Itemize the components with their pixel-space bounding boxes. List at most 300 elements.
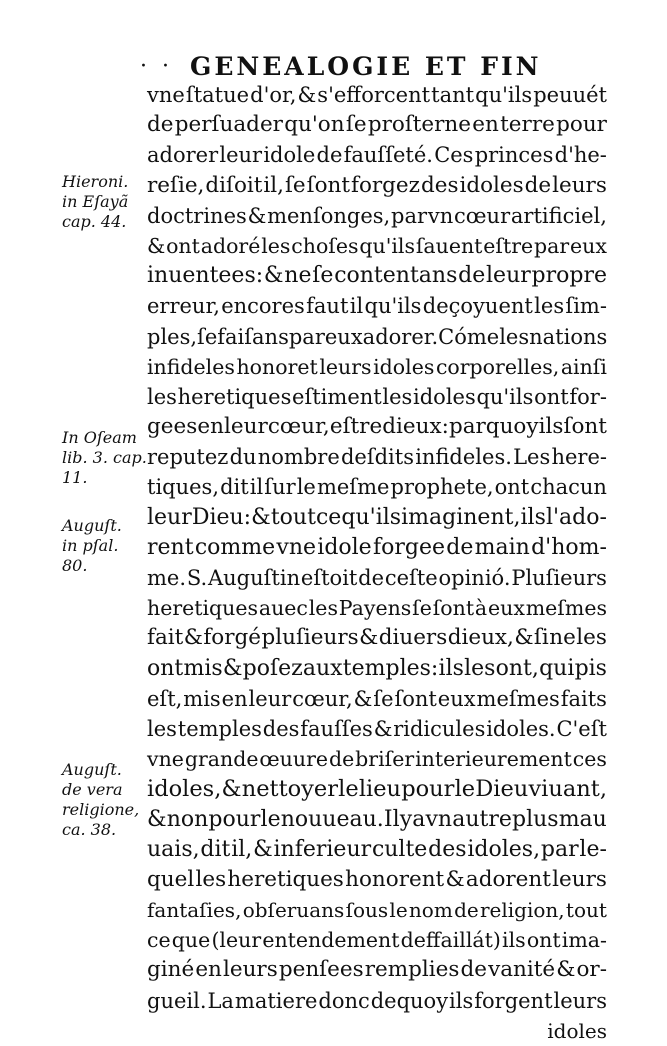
word: ont (534, 384, 569, 409)
word: infideles. (415, 445, 512, 470)
word: de (454, 898, 479, 923)
word: il (249, 475, 264, 500)
text-line (147, 774, 607, 804)
word: il, (263, 172, 284, 198)
word: idoles (373, 354, 435, 379)
word: reputez (147, 445, 229, 470)
word: uais, (147, 836, 200, 862)
word: ils (449, 988, 474, 1013)
word: pour (556, 112, 607, 138)
word: heretiques (147, 596, 259, 621)
word: deçoyuent (422, 294, 533, 319)
margin-note-line: in Eſayã (62, 192, 129, 211)
word: & (247, 203, 267, 228)
text-line (147, 322, 607, 352)
word: vne (147, 747, 184, 772)
word: Il (383, 806, 400, 832)
word: adorent (465, 866, 551, 892)
text-line (147, 986, 607, 1016)
word: rent (147, 534, 194, 560)
word: leur (248, 686, 292, 711)
word: temples: (342, 655, 439, 681)
word: idoles. (486, 716, 556, 741)
word: & (373, 716, 393, 741)
word: qui (539, 655, 575, 681)
word: fantaſies, (147, 898, 242, 923)
word: les (308, 596, 338, 621)
word: heretiques (227, 866, 344, 892)
word: honorent (345, 866, 445, 892)
word: nombre (257, 445, 340, 470)
word: ſauent (415, 233, 483, 258)
word: inferieur (273, 836, 372, 862)
text-line (147, 563, 607, 593)
text-line (147, 231, 607, 261)
word: giné (147, 957, 195, 983)
word: S. (186, 566, 208, 590)
word: par (534, 233, 570, 258)
margin-note-line: in pſal. (62, 536, 119, 555)
word: cœur, (292, 686, 353, 711)
word: eux (324, 324, 363, 349)
word: non (166, 806, 209, 832)
word: heretiques (177, 384, 292, 409)
word: tout (270, 504, 316, 530)
word: des (420, 172, 459, 198)
word: mau (558, 806, 607, 832)
word: encores (221, 294, 305, 319)
word: briſer (355, 747, 415, 772)
word: adorer. (362, 324, 439, 349)
text-line (147, 684, 607, 714)
word: Auguſtin (207, 566, 301, 590)
text-line (147, 865, 607, 895)
word: Cóme (438, 324, 500, 349)
word: & (353, 686, 373, 711)
word: ne (549, 625, 576, 651)
word: vne (147, 83, 185, 107)
word: leur (486, 263, 531, 289)
word: menſonges, (267, 203, 391, 228)
text-line (147, 835, 607, 865)
word: pluſieurs (261, 625, 359, 651)
margin-note-line: cap. 44. (62, 212, 127, 231)
margin-note-augustin-religione (62, 760, 154, 840)
word: plus (512, 806, 559, 832)
word: ils (538, 414, 564, 440)
word: leurs (553, 988, 607, 1013)
word: idoles (413, 384, 476, 409)
word: ils (502, 928, 526, 953)
word: ont (526, 928, 561, 953)
word: mis (183, 686, 221, 711)
word: du (229, 445, 257, 470)
word: ont (147, 655, 184, 681)
word: proſterne (367, 112, 471, 138)
word: qu'ils (476, 384, 534, 409)
text-line (147, 714, 607, 744)
word: qu'ils (364, 294, 422, 319)
word: de (460, 957, 487, 983)
word: des (262, 716, 300, 741)
word: Payens (338, 596, 412, 621)
word: deſdits (340, 445, 414, 470)
word: religion, (479, 898, 565, 923)
word: obſeruans (242, 898, 345, 923)
word: imaginent, (401, 504, 521, 530)
word: erreur, (147, 294, 220, 319)
word: leur (224, 414, 268, 440)
word: entendement (262, 928, 400, 953)
word: & (514, 625, 534, 651)
word: les (147, 716, 177, 741)
word: ce (147, 928, 171, 953)
text-line (147, 80, 607, 110)
word: les (261, 233, 291, 258)
word: ples, (147, 324, 198, 349)
word: vne (276, 534, 317, 560)
word: poſez (242, 655, 303, 681)
word: tout (565, 898, 607, 923)
word: opinió. (438, 566, 511, 590)
word: Dieu: (191, 504, 252, 530)
word: les (499, 324, 530, 349)
word: eux (570, 233, 607, 258)
word: penſees (278, 957, 364, 983)
word: me. (147, 566, 187, 590)
word: ſe (197, 324, 218, 349)
word: & (147, 806, 167, 832)
margin-note-line: Auguſt. (62, 760, 122, 779)
word: pis (574, 655, 607, 681)
word: gueil. (147, 988, 207, 1013)
text-line (147, 895, 607, 925)
word: leurs (552, 172, 607, 198)
word: & (183, 625, 203, 651)
word: diſoit (205, 172, 263, 198)
word: les (464, 655, 496, 681)
word: eſtiment (292, 384, 382, 409)
word: eſtre (483, 233, 534, 258)
text-line (147, 261, 607, 291)
word: inuentees: (147, 263, 264, 289)
word: les (382, 384, 413, 409)
word: eſtre (329, 414, 383, 440)
word: le- (579, 836, 607, 862)
word: faits (560, 686, 607, 711)
word: le (454, 776, 476, 803)
word: mis (183, 655, 223, 681)
word: tant (431, 83, 475, 107)
word: ſont (432, 596, 475, 621)
word: artificiel, (510, 203, 607, 228)
word: ne (284, 263, 312, 289)
word: donc (318, 988, 370, 1013)
text-line (147, 805, 607, 835)
word: a (412, 806, 426, 832)
word: qu'ils (475, 83, 533, 107)
word: propre (531, 263, 607, 289)
word: leur (147, 504, 192, 530)
word: tiques, (147, 475, 220, 500)
word: nations (529, 324, 608, 349)
text-line (147, 472, 607, 502)
word: ce (315, 504, 342, 530)
margin-note-line: In Oſeam (62, 428, 137, 447)
word: Dieu (475, 776, 529, 803)
word: de (446, 534, 474, 560)
word: reſie, (147, 172, 205, 198)
word: d'hom- (531, 534, 607, 560)
word: dieux: (382, 414, 449, 440)
word: que (171, 928, 211, 953)
word: chacun (530, 475, 607, 500)
word: le (389, 898, 408, 923)
word: cœur, (267, 414, 330, 440)
word: & (297, 83, 317, 107)
word: parquoy (448, 414, 539, 440)
text-line (147, 623, 607, 653)
word: ſont (563, 414, 607, 440)
margin-note-augustin-psal (62, 516, 154, 576)
word: adoré (200, 233, 261, 258)
word: eſtoit (300, 566, 358, 590)
word: matiere (234, 988, 318, 1013)
word: qu'on (284, 112, 345, 138)
word: & (253, 836, 273, 862)
word: par (288, 324, 325, 349)
word: ainſi (560, 354, 607, 379)
main-text-block (147, 80, 607, 1046)
word: de (316, 143, 343, 168)
word: remplies (364, 957, 460, 983)
text-line (147, 925, 607, 955)
word: aux (302, 655, 343, 681)
word: de (358, 566, 385, 590)
word: ima- (561, 928, 607, 953)
margin-note-line: 80. (62, 556, 88, 575)
text-line (147, 593, 607, 623)
word: comme (194, 534, 276, 560)
word: & (221, 776, 242, 803)
word: temples (177, 716, 262, 741)
word: terre (500, 112, 555, 138)
word: culte (371, 836, 428, 862)
word: ſtatue (185, 83, 250, 107)
word: quel (147, 866, 195, 892)
margin-note-line: lib. 3. cap. (62, 448, 147, 467)
word: dit (200, 836, 231, 862)
word: s'efforcent (317, 83, 431, 107)
word: dequoy (370, 988, 449, 1013)
word: & (222, 655, 243, 681)
catchword: idoles (547, 1018, 607, 1043)
word: nettoyer (241, 776, 338, 803)
word: princes (474, 143, 554, 168)
running-header (140, 50, 570, 82)
word: le (296, 475, 316, 500)
word: here- (551, 445, 607, 470)
margin-note-line: Auguſt. (62, 516, 122, 535)
word: ſont (306, 172, 351, 198)
word: dieux, (447, 625, 514, 651)
word: doctrines (147, 203, 247, 228)
word: forgent (474, 988, 553, 1013)
text-line (147, 171, 607, 201)
word: peuuét (533, 83, 607, 107)
word: idole (263, 143, 316, 168)
word: en (195, 957, 222, 983)
word: le (338, 776, 359, 803)
text-line (147, 955, 607, 985)
word: en (472, 112, 499, 138)
word: ont, (495, 655, 539, 681)
word: dit (220, 475, 249, 500)
word: meſmes (476, 686, 560, 711)
word: for- (569, 384, 607, 409)
margin-note-osee (62, 428, 154, 488)
margin-note-line: 11. (62, 468, 88, 487)
word: idoles (459, 172, 524, 198)
word: interieurement (415, 747, 572, 772)
word: l'ado- (545, 504, 607, 530)
word: eſt, (147, 686, 183, 711)
word: faiſans (217, 324, 289, 349)
word: les (195, 866, 227, 892)
word: ces (572, 747, 607, 772)
word: & (359, 625, 379, 651)
word: qu'ils (341, 504, 402, 530)
word: ſous (345, 898, 389, 923)
word: les (576, 625, 607, 651)
word: idole (317, 534, 372, 560)
text-line (147, 291, 607, 321)
word: & (251, 504, 271, 530)
word: ceſte (384, 566, 438, 590)
word: contentans (334, 263, 458, 289)
word: fauſſeté. (343, 143, 433, 168)
word: ſe (373, 686, 394, 711)
word: pour (208, 806, 261, 832)
word: de (458, 263, 486, 289)
text-line (147, 442, 607, 472)
margin-note-line: Hieroni. (62, 172, 129, 191)
word: & (263, 263, 284, 289)
word: à (474, 596, 488, 621)
word: des (428, 836, 467, 862)
word: faut (306, 294, 349, 319)
word: les (534, 294, 565, 319)
word: meſmes (525, 596, 607, 621)
word: ſim- (565, 294, 607, 319)
margin-note-jerome (62, 172, 154, 232)
word: par (391, 203, 428, 228)
word: La (207, 988, 234, 1013)
header-ornament: · · (140, 53, 173, 79)
word: de (524, 172, 552, 198)
margin-note-line: religione, (62, 800, 140, 819)
word: ſe (412, 596, 432, 621)
word: choſes (291, 233, 359, 258)
word: eux (437, 686, 476, 711)
margin-note-line: de vera (62, 780, 123, 799)
word: ſe (284, 172, 306, 198)
word: viuant, (528, 776, 607, 803)
word: pour (401, 776, 455, 803)
word: il, (231, 836, 253, 862)
text-line (147, 352, 607, 382)
word: ſi (533, 625, 549, 651)
word: par (540, 836, 579, 862)
word: d'he- (554, 143, 607, 168)
text-line (147, 382, 607, 412)
word: y (399, 806, 413, 832)
text-line (147, 412, 607, 442)
word: prophete, (390, 475, 494, 500)
word: le (260, 806, 281, 832)
word: leurs (319, 354, 372, 379)
text-line (147, 503, 607, 533)
word: Ces (434, 143, 474, 168)
word: en (197, 414, 224, 440)
word: les (147, 384, 177, 409)
word: idoles, (147, 776, 222, 803)
word: autre (452, 806, 512, 832)
word: vn (427, 203, 454, 228)
word: leurs (552, 866, 607, 892)
word: ont (494, 475, 530, 500)
word: ils (520, 504, 546, 530)
word: adorer (147, 143, 219, 168)
word: forgez (350, 172, 420, 198)
word: lieu (358, 776, 402, 803)
word: Pluſieurs (511, 566, 607, 590)
word: d'or, (250, 83, 297, 107)
word: eux (487, 596, 525, 621)
word: fauſſes (300, 716, 373, 741)
word: ils (438, 655, 464, 681)
word: nom (408, 898, 453, 923)
word: idoles, (467, 836, 541, 862)
word: honoret (236, 354, 318, 379)
word: de (147, 112, 174, 138)
text-line (147, 201, 607, 231)
word: en (221, 686, 248, 711)
word: diuers (378, 625, 448, 651)
word: fait (147, 625, 184, 651)
running-title: GENEALOGIE ET FIN (190, 51, 542, 81)
word: ſe (312, 263, 334, 289)
word: gees (147, 414, 198, 440)
word: infideles (147, 354, 235, 379)
word: meſme (316, 475, 390, 500)
word: ridicules (393, 716, 486, 741)
word: nouueau. (280, 806, 384, 832)
word: & (445, 866, 465, 892)
word: grande (184, 747, 259, 772)
word: Les (513, 445, 551, 470)
word: & (147, 233, 166, 258)
word: corporelles, (435, 354, 560, 379)
word: qu'ils (359, 233, 415, 258)
word: œuure (259, 747, 329, 772)
word: (leur (211, 928, 262, 953)
word: cœur (454, 203, 511, 228)
word: auec (258, 596, 308, 621)
word: ſont (394, 686, 437, 711)
word: il (349, 294, 364, 319)
word: leur (219, 143, 263, 168)
